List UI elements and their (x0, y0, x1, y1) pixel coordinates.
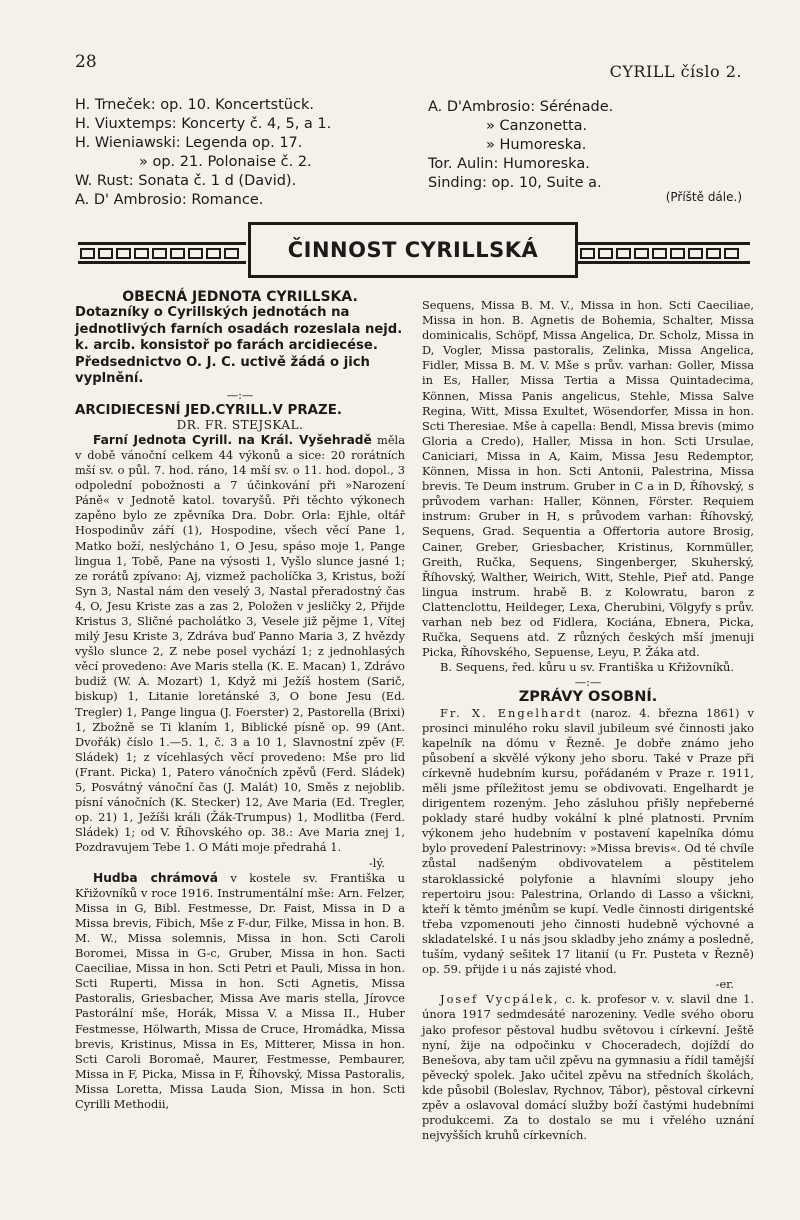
banner-ornament-left (78, 242, 246, 264)
signature: -er. (715, 977, 734, 992)
program-item: » Humoreska. (486, 137, 587, 153)
program-item: » Canzonetta. (486, 118, 588, 134)
program-item: A. D'Ambrosio: Sérénade. (428, 99, 614, 115)
separator: —:— (226, 387, 254, 402)
questionnaire-notice: Dotazníky o Cyrillských jednotách na jednotlivých farních osadách rozeslala nejd. k. arcib. konsistoř po farách arcidiecése. Předsednictvo O. J. C. uctivě žádá o jich vyplnění. (75, 305, 403, 387)
right-column (422, 298, 754, 1143)
report-continued: Sequens, Missa B. M. V., Missa in hon. Scti Caeciliae, Missa in hon. B. Agnetis de Bohemia, Schalter, Missa dominicalis, Schöpf, Missa Angelica, Dr. Scholz, Missa in D, Vogler, Missa pastoralis, Zelinka, Missa Angelica, Fidler, Missa B. M. V. Mše s prův. varhan: Goller, Missa in Es, Haller, Missa Tertia a Missa Quintadecima, Können, Missa Panis angelicus, Stehle, Missa Salve Regina, Witt, Missa Exultet, Wösendorfer, Missa in hon. Scti Theresiae. Mše à capella: Bendl, Missa brevis (mimo Gloria a Credo), Haller, Missa in hon. Scti Ursulae, Caniciari, Missa in A, Kaim, Missa Jesu Redemptor, Können, Missa in hon. Scti Antonii, Palestrina, Missa brevis. Te Deum instrum. Gruber in C a in D, Říhovský, s průvodem varhan: Haller, Können, Förster. Requiem instrum: Gruber in H, s průvodem varhan: Říhovský, Sequens, Grad. Sequentia a Offertoria autore Brosig, Cainer, Greber, Griesbacher, Kristinus, Kornmüller, Greith, Ručka, Sequens, Singenberger, Skuherský, Říhovský, Walther, Weirich, Witt, Stehle, Pieř atd. Pange lingua instrum. hrabě B. z Kolowratu, baron z Clattenclottu, Heildeger, Lexa, Cherubini, Völgyfy s prův. varhan neb bez od Fidlera, Kociána, Ebnera, Picka, Ručka, Sequens atd. Z různých českých mší jmenuji Picka, Říhovského, Sepuense, Leyu, P. Žáka atd. (422, 298, 754, 660)
report-lead: Hudba chrámová (93, 870, 218, 885)
separator: —:— (574, 675, 602, 690)
program-item: A. D' Ambrosio: Romance. (75, 192, 264, 208)
program-item: H. Trneček: op. 10. Koncertstück. (75, 97, 314, 113)
section-heading-obecna: OBECNÁ JEDNOTA CYRILLSKA. (122, 289, 358, 305)
program-item: H. Wieniawski: Legenda op. 17. (75, 135, 303, 151)
section-banner (78, 222, 750, 278)
program-item: Tor. Aulin: Humoreska. (428, 156, 590, 172)
program-list-left (75, 96, 420, 210)
news-vycpalek (422, 992, 754, 1143)
program-item: Sinding: op. 10, Suite a. (428, 175, 602, 191)
program-item: W. Rust: Sonata č. 1 d (David). (75, 173, 297, 189)
report-body: v kostele sv. Františka u Křižovníků v roce 1916. Instrumentální mše: Arn. Felzer, Missa in G, Bibl. Festmesse, Dr. Faist, Missa in D a Missa brevis, Fibich, Mše z F-dur, Filke, Missa in hon. B. M. W., Missa solemnis, Missa in hon. Scti Caroli Boromei, Missa in G-c, Gruber, Missa in hon. Sacti Caeciliae, Missa in hon. Scti Petri et Pauli, Missa in hon. Scti Ruperti, Missa in hon. Scti Agnetis, Missa Pastoralis, Griesbacher, Missa Ave maris stella, Jírovce Pastorální mše, Horák, Missa V. a Missa II., Huber Festmesse, Hölwarth, Missa de Cruce, Hromádka, Missa brevis, Kristinus, Missa in Es, Mitterer, Missa in hon. Scti Caroli Boromaě, Maurer, Festmesse, Pembaurer, Missa in F, Picka, Missa in F, Říhovský, Missa Pastoralis, Missa Loretta, Missa Lauda Sion, Missa in hon. Scti Cyrilli Methodii, (75, 870, 405, 1111)
person-name: Fr. X. Engelhardt (440, 705, 583, 720)
program-item: » op. 21. Polonaise č. 2. (139, 154, 312, 170)
author-name: DR. FR. STEJSKAL. (176, 417, 304, 432)
report-krizovnici (75, 871, 405, 1113)
left-column (75, 290, 405, 1112)
signature: -lý. (368, 855, 385, 870)
news-engelhardt (422, 706, 754, 978)
continued-note: (Příště dále.) (665, 190, 742, 204)
news-body: c. k. profesor v. v. slavil dne 1. února 1917 sedmdesáté narozeniny. Vedle svého oboru jako profesor pěstoval hudbu světovou i církevní. Ještě nyní, žije na odpočinku v Choceradech, dojíždí do Benešova, aby tam učil zpěvu na gymnasiu a řídil tamější pěvecký spolek. Jako učitel zpěvu na středních školách, kde působil (Boleslav, Rychnov, Tábor), pěstoval církevní zpěv a oslavoval domácí služby boží častými hudebními produkcemi. Za to dostalo se mu i vřelého uznání nejvyšších kruhů církevních. (422, 992, 754, 1143)
banner-title: ČINNOST CYRILLSKÁ (248, 222, 578, 278)
signature: B. Sequens, řed. kůru u sv. Františka u Křižovníků. (440, 660, 734, 675)
program-list-right (428, 98, 748, 193)
person-name: Josef Vycpálek, (440, 992, 560, 1007)
section-heading-zpravy: ZPRÁVY OSOBNÍ. (518, 689, 658, 706)
news-body: (naroz. 4. března 1861) v prosinci minulého roku slavil jubileum své činnosti jako kapelník na dómu v Řezně. Je dobře známo jeho působení a skvělé výkony jeho sboru. Také v Praze při církevně hudebním kursu, pořádaném v Praze r. 1911, měli jsme příležitost jemu se obdivovati. Engelhardt je dirigentem rozeným. Jeho zásluhou přišly nepřeberné poklady staré hudby vokální k plné platnosti. Prvním výkonem jeho hudebním v postavení kapelníka dómu bylo provedení Palestrinovy: »Missa brevis«. Od té chvíle zůstal nadšeným obdivovatelem a pěstitelem staroklassické polyfonie a hlavními sloupy jeho repertoiru jsou: Palestrina, Orlando di Lasso a všickni, kteří k těmto jménům se kupí. Vedle činnosti dirigentské třeba vzpomenouti jeho činnosti hudebně výchovné a skladatelské. I u nás jsou skladby jeho známy a posledně, tuším, vydaný sešitek 17 litanií (u Fr. Pusteta v Řezně) op. 59. přijde i u nás zajisté vhod. (422, 705, 754, 977)
banner-ornament-right (578, 242, 750, 264)
program-item: H. Viuxtemps: Koncerty č. 4, 5, a 1. (75, 116, 332, 132)
page-number: 28 (75, 52, 97, 72)
report-lead: Farní Jednota Cyrill. na Král. Vyšehradě (93, 432, 372, 447)
running-title: CYRILL číslo 2. (609, 62, 742, 81)
section-heading-arcidiecesni: ARCIDIECESNÍ JED.CYRILL.V PRAZE. (75, 402, 342, 418)
report-body: měla v době vánoční celkem 44 výkonů a sice: 20 rorátních mší sv. o půl. 7. hod. ráno, 14 mší sv. o 11. hod. dopol., 3 odpolední pobožnosti a 7 účinkování při »Narození Páně« v Jednotě katol. tovaryšů. Při těchto výkonech zapěno bylo ze zpěvníka Dra. Dobr. Orla: Ejhle, oltář Hospodinův září (1), Hospodine, všech věcí Pane 1, Matko boží, neslýcháno 1, O Jesu, spáso moje 1, Pange lingua 1, Tobě, Pane na výsosti 1, Vyšlo slunce jasné 1; ze rorátů zpívano: Aj, vizmež pacholíčka 3, Kristus, boží Syn 3, Nastal nám den veselý 3, Nastal přeradostný čas 4, O, Jesu Kriste zas a zas 2, Položen v jesličky 2, Přijde Kristus 3, Sličné pacholátko 3, Vesele již pějme 1, Vítej milý Jesu Kriste 3, Zdráva buď Panno Maria 3, Z hvězdy vyšlo slunce 2, Z nebe posel vychází 1; z jednohlasých věcí provedeno: Ave Maris stella (K. E. Macan) 1, Zdrávo budiž (W. A. Mozart) 1, Když mi Ježíš hostem (Sarič, biskup) 1, Litanie loretánské 3, O bone Jesu (Ed. Tregler) 1, Pange lingua (J. Foerster) 2, Pastorella (Brixi) 1, Zbožně se Ti klaním 1, Biblické písně op. 99 (Ant. Dvořák) číslo 1.—5. 1, č. 3 a 10 1, Slavnostní zpěv (F. Sládek) 1; z vícehlasých věcí provedeno: Mše pro lid (Frant. Picka) 1, Patero vánočních zpěvů (Ferd. Sládek) 5, Posvátný vánoční čas (J. Malát) 10, Směs z nejoblib. písní vánočních (K. Stecker) 12, Ave Maria (Ed. Tregler, op. 21) 1, Ježíši králi (Žák-Trumpus) 1, Modlitba (Ferd. Sládek) 1; od V. Říhovského op. 38.: Ave Maria znej 1, Pozdravujem Tebe 1. O Máti moje předrahá 1. (75, 432, 405, 855)
report-vysehrad (75, 433, 405, 856)
